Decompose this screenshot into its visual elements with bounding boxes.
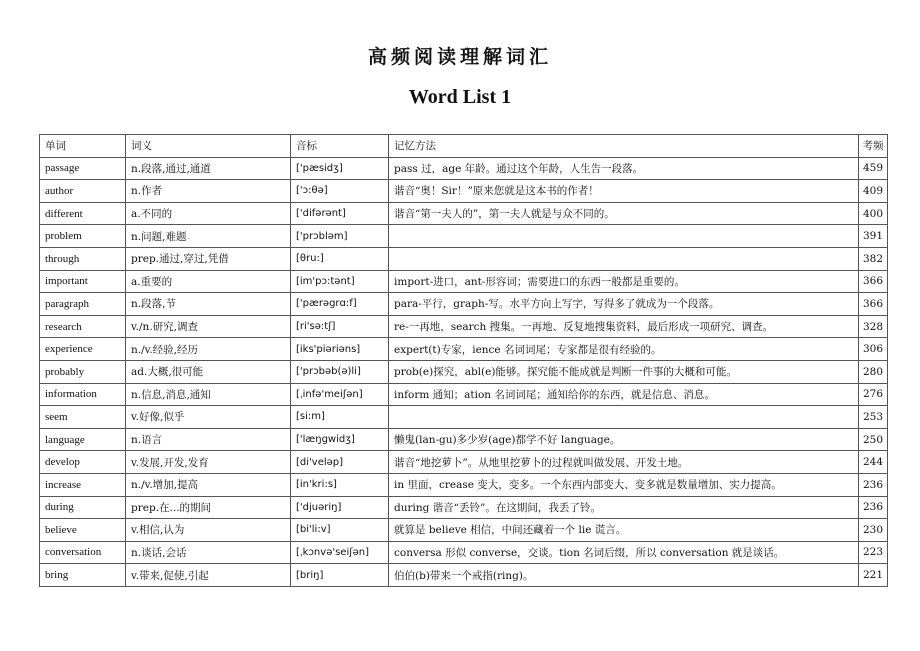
table-header-row xyxy=(40,135,888,158)
meaning-cell: prep.通过,穿过,凭借 xyxy=(126,247,291,270)
meaning-cell: prep.在...的期间 xyxy=(126,496,291,519)
phonetic-cell: ['difərənt] xyxy=(291,202,389,225)
table-row xyxy=(40,157,888,180)
table-row xyxy=(40,473,888,496)
frequency-cell: 230 xyxy=(859,519,888,542)
meaning-cell: a.不同的 xyxy=(126,202,291,225)
memory-cell: 懒鬼(lan-gu)多少岁(age)都学不好 language。 xyxy=(389,428,859,451)
meaning-cell: v.好像,似乎 xyxy=(126,406,291,429)
table-row xyxy=(40,293,888,316)
frequency-cell: 306 xyxy=(859,338,888,361)
frequency-cell: 328 xyxy=(859,315,888,338)
phonetic-cell: [ˌkɔnvə'seiʃən] xyxy=(291,541,389,564)
meaning-cell: v./n.研究,调查 xyxy=(126,315,291,338)
meaning-cell: n.段落,通过,通道 xyxy=(126,157,291,180)
table-row xyxy=(40,180,888,203)
word-list-heading: Word List 1 xyxy=(408,86,512,108)
frequency-cell: 236 xyxy=(859,473,888,496)
word-cell: conversation xyxy=(40,541,126,564)
word-cell: passage xyxy=(40,157,126,180)
phonetic-cell: ['pærəgrɑ:f] xyxy=(291,293,389,316)
phonetic-cell: [di'veləp] xyxy=(291,451,389,474)
vocabulary-table xyxy=(39,134,888,587)
phonetic-cell: ['pæsidʒ] xyxy=(291,157,389,180)
meaning-cell: n./v.经验,经历 xyxy=(126,338,291,361)
memory-cell xyxy=(389,247,859,270)
frequency-cell: 366 xyxy=(859,270,888,293)
memory-cell: expert(t)专家，ience 名词词尾；专家都是很有经验的。 xyxy=(389,338,859,361)
frequency-cell: 253 xyxy=(859,406,888,429)
frequency-cell: 244 xyxy=(859,451,888,474)
memory-cell: in 里面，crease 变大，变多。一个东西内部变大、变多就是数量增加、实力提高。 xyxy=(389,473,859,496)
word-cell: develop xyxy=(40,451,126,474)
meaning-cell: n.语言 xyxy=(126,428,291,451)
frequency-cell: 250 xyxy=(859,428,888,451)
table-row xyxy=(40,315,888,338)
page-title: 高频阅读理解词汇 xyxy=(367,46,552,68)
phonetic-cell: [im'pɔ:tənt] xyxy=(291,270,389,293)
table-row xyxy=(40,564,888,587)
meaning-cell: n./v.增加,提高 xyxy=(126,473,291,496)
memory-cell: 谐音“奥！Sir！”原来您就是这本书的作者！ xyxy=(389,180,859,203)
word-cell: experience xyxy=(40,338,126,361)
table-row xyxy=(40,247,888,270)
phonetic-cell: ['ɔ:θə] xyxy=(291,180,389,203)
meaning-cell: v.相信,认为 xyxy=(126,519,291,542)
memory-cell: inform 通知；ation 名词词尾；通知给你的东西，就是信息、消息。 xyxy=(389,383,859,406)
phonetic-cell: [ri'sə:tʃ] xyxy=(291,315,389,338)
table-row xyxy=(40,202,888,225)
table-row xyxy=(40,428,888,451)
header-memory: 记忆方法 xyxy=(389,135,859,158)
word-cell: increase xyxy=(40,473,126,496)
phonetic-cell: ['djuəriŋ] xyxy=(291,496,389,519)
header-phonetic: 音标 xyxy=(291,135,389,158)
phonetic-cell: ['læŋgwidʒ] xyxy=(291,428,389,451)
phonetic-cell: [iks'piəriəns] xyxy=(291,338,389,361)
table-row xyxy=(40,270,888,293)
phonetic-cell: [in'kri:s] xyxy=(291,473,389,496)
phonetic-cell: ['prɔbləm] xyxy=(291,225,389,248)
memory-cell: para-平行，graph-写。水平方向上写字，写得多了就成为一个段落。 xyxy=(389,293,859,316)
word-cell: believe xyxy=(40,519,126,542)
phonetic-cell: [si:m] xyxy=(291,406,389,429)
word-cell: research xyxy=(40,315,126,338)
meaning-cell: n.段落,节 xyxy=(126,293,291,316)
frequency-cell: 459 xyxy=(859,157,888,180)
memory-cell: 伯伯(b)带来一个戒指(ring)。 xyxy=(389,564,859,587)
memory-cell: 谐音“第一夫人的”，第一夫人就是与众不同的。 xyxy=(389,202,859,225)
frequency-cell: 280 xyxy=(859,360,888,383)
word-cell: language xyxy=(40,428,126,451)
word-cell: during xyxy=(40,496,126,519)
meaning-cell: ad.大概,很可能 xyxy=(126,360,291,383)
memory-cell: 谐音“地挖萝卜”。从地里挖萝卜的过程就叫做发展、开发土地。 xyxy=(389,451,859,474)
meaning-cell: a.重要的 xyxy=(126,270,291,293)
table-row xyxy=(40,519,888,542)
phonetic-cell: [θru:] xyxy=(291,247,389,270)
meaning-cell: v.带来,促使,引起 xyxy=(126,564,291,587)
memory-cell: prob(e)探究，abl(e)能够。探究能不能成就是判断一件事的大概和可能。 xyxy=(389,360,859,383)
table-body xyxy=(40,135,888,587)
frequency-cell: 366 xyxy=(859,293,888,316)
meaning-cell: n.作者 xyxy=(126,180,291,203)
frequency-cell: 221 xyxy=(859,564,888,587)
table-row xyxy=(40,225,888,248)
phonetic-cell: [bi'li:v] xyxy=(291,519,389,542)
memory-cell: 就算是 believe 相信，中间还藏着一个 lie 谎言。 xyxy=(389,519,859,542)
memory-cell xyxy=(389,406,859,429)
table-row xyxy=(40,383,888,406)
phonetic-cell: [ˌinfə'meiʃən] xyxy=(291,383,389,406)
frequency-cell: 382 xyxy=(859,247,888,270)
meaning-cell: n.问题,难题 xyxy=(126,225,291,248)
meaning-cell: n.信息,消息,通知 xyxy=(126,383,291,406)
word-cell: paragraph xyxy=(40,293,126,316)
memory-cell: conversa 形似 converse，交谈。tion 名词后缀，所以 conversation 就是谈话。 xyxy=(389,541,859,564)
word-cell: through xyxy=(40,247,126,270)
word-cell: bring xyxy=(40,564,126,587)
table-row xyxy=(40,406,888,429)
header-meaning: 词义 xyxy=(126,135,291,158)
memory-cell: during 谐音“丢铃”。在这期间，我丢了铃。 xyxy=(389,496,859,519)
word-cell: problem xyxy=(40,225,126,248)
frequency-cell: 223 xyxy=(859,541,888,564)
phonetic-cell: [briŋ] xyxy=(291,564,389,587)
phonetic-cell: ['prɔbəb(ə)li] xyxy=(291,360,389,383)
memory-cell xyxy=(389,225,859,248)
table-row xyxy=(40,451,888,474)
table-row xyxy=(40,496,888,519)
word-cell: important xyxy=(40,270,126,293)
meaning-cell: v.发展,开发,发育 xyxy=(126,451,291,474)
word-cell: seem xyxy=(40,406,126,429)
frequency-cell: 400 xyxy=(859,202,888,225)
meaning-cell: n.谈话,会话 xyxy=(126,541,291,564)
word-cell: author xyxy=(40,180,126,203)
table-row xyxy=(40,541,888,564)
frequency-cell: 391 xyxy=(859,225,888,248)
table-row xyxy=(40,338,888,361)
header-word: 单词 xyxy=(40,135,126,158)
word-cell: different xyxy=(40,202,126,225)
table-row xyxy=(40,360,888,383)
word-cell: probably xyxy=(40,360,126,383)
frequency-cell: 276 xyxy=(859,383,888,406)
word-cell: information xyxy=(40,383,126,406)
frequency-cell: 236 xyxy=(859,496,888,519)
memory-cell: import-进口，ant-形容词；需要进口的东西一般都是重要的。 xyxy=(389,270,859,293)
memory-cell: re-一再地，search 搜集。一再地、反复地搜集资料，最后形成一项研究、调查。 xyxy=(389,315,859,338)
memory-cell: pass 过，age 年龄。通过这个年龄，人生告一段落。 xyxy=(389,157,859,180)
header-frequency: 考频 xyxy=(859,135,888,158)
frequency-cell: 409 xyxy=(859,180,888,203)
